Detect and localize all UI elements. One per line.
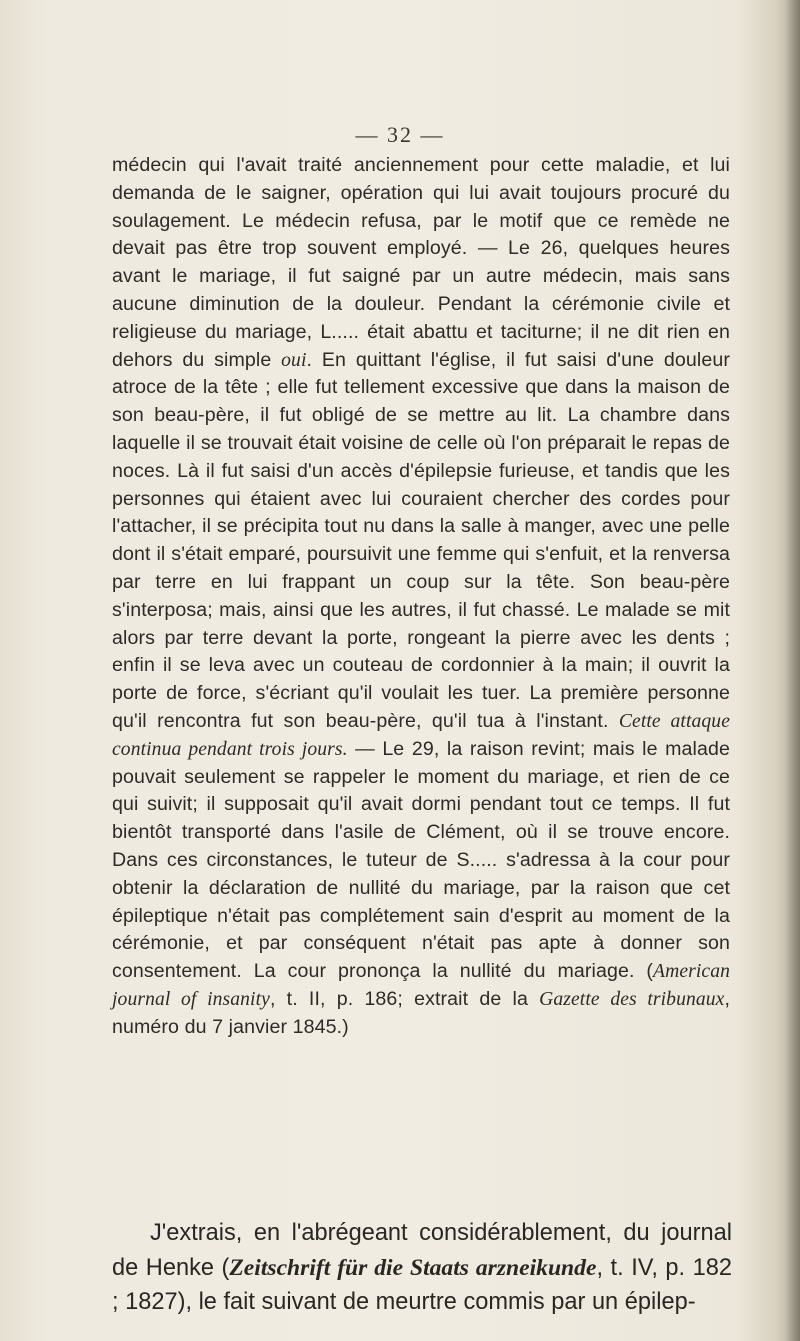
paragraph-text: . En quittant l'église, il fut saisi d'une douleur atroce de la tête ; elle fut tellement excessive que dans la maison de son beau-père, il fut obligé de se mettre au lit. La chambre dans laquelle il se trouvait était voisine de celle où l'on préparait le repas de noces. Là il fut saisi d'un accès d'épilepsie furieuse, et tandis que les personnes qui étaient avec lui couraient chercher des cordes pour l'attacher, il se précipita tout nu dans la salle à manger, avec une pelle dont il s'était emparé, poursuivit une femme qui s'enfuit, et la renversa par terre en lui frappant un coup sur la tête. Son beau-père s'interposa; mais, ainsi que les autres, il fut chassé. Le malade se mit alors par terre devant la porte, rongeant la pierre avec les dents ; enfin il se leva avec un couteau de cordonnier à la main; il ouvrit la porte de force, s'écriant qu'il voulait les tuer. La première personne qu'il rencontra fut son beau-père, qu'il tua à l'instant.	[112, 348, 730, 732]
italic-word: oui	[281, 349, 307, 371]
page-edge-shadow	[786, 0, 800, 1341]
paragraph-text: médecin qui l'avait traité anciennement pour cette maladie, et lui demanda de le saigner, opération qui lui avait toujours procuré du soulagement. Le médecin refusa, par le motif que ce remède ne devait pas être trop souvent employé. — Le 26, quelques heures avant le mariage, il fut saigné par un autre médecin, mais sans aucune diminution de la douleur. Pendant la cérémonie civile et religieuse du mariage, L..... était abattu et taciturne; il ne dit rien en dehors du simple	[112, 154, 730, 371]
paragraph-case-report	[112, 152, 730, 1042]
paragraph-henke	[112, 1216, 732, 1320]
journal-title: American journal of insanity	[112, 961, 730, 1010]
paragraph-text: J'extrais, en l'abrégeant considérablement, du journal de Henke (	[112, 1220, 732, 1281]
page-number: — 32 —	[355, 122, 445, 147]
paragraph-text: , numéro du 7 janvier 1845.)	[112, 987, 730, 1038]
zeitschrift-title: Zeitschrift für die Staats arzneikunde	[229, 1254, 597, 1281]
paragraph-text: — Le 29, la raison revint; mais le malade pouvait seulement se rappeler le moment du mariage, et rien de ce qui suivit; il supposait qu'il avait dormi pendant tout ce temps. Il fut bientôt transporté dans l'asile de Clément, où il se trouve encore. Dans ces circonstances, le tuteur de S..... s'adressa à la cour pour obtenir la déclaration de nullité du mariage, par la raison que cet épileptique n'était pas complétement sain d'esprit au moment de la cérémonie, et par conséquent n'était pas apte à donner son consentement. La cour prononça la nullité du mariage. (	[112, 737, 730, 983]
paragraph-text: , t. IV, p. 182 ; 1827), le fait suivant de meurtre commis par un épilep-	[112, 1254, 732, 1315]
italic-sentence: Cette attaque continua pendant trois jours.	[112, 710, 730, 760]
gazette-title: Gazette des tribunaux	[539, 988, 725, 1010]
paragraph-text: , t. II, p. 186; extrait de la	[269, 987, 540, 1010]
